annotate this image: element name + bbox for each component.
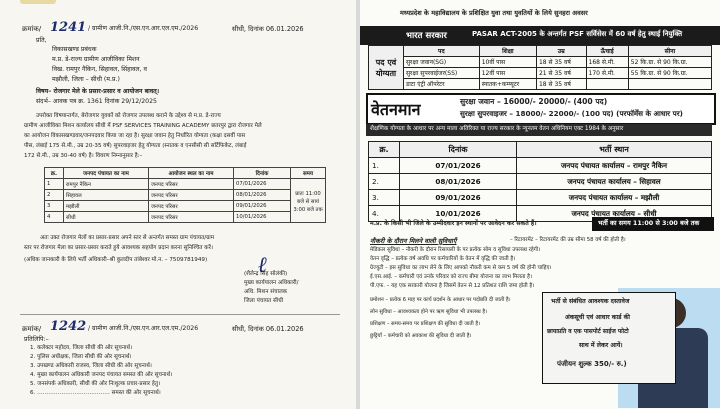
table-header: समय: [291, 168, 326, 179]
doc-line: अंकसूची एवं आधार कार्ड की: [565, 314, 630, 321]
after-table-line-2: स्तर पर रोजगार मेला का प्रसार-प्रसार कराते हुये आवश्यक सहयोग प्रदान करना सुनिश्चित करें।: [24, 245, 213, 251]
table-cell: जनपद पंचायत कार्यालय – सिहावल: [517, 174, 712, 190]
table-cell: डाटा एंट्री ऑपरेटर: [404, 79, 480, 90]
facilities-title: नौकरी के दौरान मिलने वाली सुविधाएँ: [370, 237, 457, 245]
post-qualification-table: [368, 45, 712, 90]
recruitment-time-box: [592, 217, 714, 231]
table-cell: जनपद पंचायत कार्यालय – रामपुर नैकिन: [517, 158, 712, 174]
salary-box: [366, 93, 716, 125]
table-cell: 3.: [369, 190, 400, 206]
table-cell: मझौली: [64, 201, 149, 212]
table-row: [45, 179, 326, 190]
letterhead-emblem: [20, 0, 56, 4]
copy-line: 5. जनसंपर्क अधिकारी, सीधी की ओर निःशुल्क प्रचार-प्रसार हेतु।: [30, 381, 161, 387]
table-cell: 52 कि.ग्रा. से 90 कि.ग्रा.: [628, 57, 711, 68]
table-cell: जनपद परिसर: [149, 201, 234, 212]
info-bar: [366, 124, 712, 136]
table-cell: 12वीं पास: [479, 68, 536, 79]
table-row: [45, 212, 326, 223]
table-cell: सुरक्षा सुपरवाईजर(SS): [404, 68, 480, 79]
table-cell: सिहावल: [64, 190, 149, 201]
copy-line: 3. उपखण्ड अधिकारी राजस्व, जिला सीधी की ओर सूचनार्थ।: [30, 363, 152, 369]
table-cell: जनपद पंचायत कार्यालय – सीधी: [517, 206, 712, 222]
reference-line: संदर्भ– आवक पत्र क्र. 1361 दिनांक 29/12/2025: [36, 98, 157, 105]
table-row: [369, 158, 712, 174]
table-header: दिनांक: [400, 142, 517, 158]
documents-box: [542, 292, 676, 384]
facility-line: ग्रेज्युटी – इस सुविधा का लाभ लेने के लिए आपको नौकरी कम से कम 5 वर्ष की होनी चाहिए।: [370, 265, 552, 271]
table-row: [369, 190, 712, 206]
table-cell: 10वीं पास: [479, 57, 536, 68]
table-cell: 4.: [369, 206, 400, 222]
table-cell: 170 से.मी.: [586, 68, 628, 79]
table-header: सीना: [628, 46, 711, 57]
table-cell: 2: [45, 190, 64, 201]
table-cell: 2.: [369, 174, 400, 190]
info-bar-text: शैक्षणिक योग्यता के आधार पर अन्य माला अतिरिक्त या राज्य सरकार के न्यूनतम वेतन अधिनियम एक्ट 1984 के अनुसार: [370, 126, 624, 132]
table-header: जनपद पंचायत का नाम: [64, 168, 149, 179]
doc-line: छायाप्रति व एक पासपोर्ट साईज फोटो: [547, 328, 629, 335]
facility-line: प्रमोशन – प्रत्येक 6 माह पर कार्य प्रदर्शन के आधार पर पदोन्नति दी जाती है।: [370, 297, 511, 303]
table-cell: 4: [45, 212, 64, 223]
table-cell: 07/01/2026: [234, 179, 291, 190]
signature-line-4: जिला पंचायत सीधी: [244, 298, 284, 304]
body-line-3: का आयोजन विकासखण्डवार/जनपदवार किया जा रहा है। सुरक्षा जवान हेतु निर्धारित योग्यता (कक्षा दसवीं पास: [24, 133, 246, 139]
table-cell: 09/01/2026: [400, 190, 517, 206]
table-cell: रामपुर नैकिन: [64, 179, 149, 190]
signature-line-1: (शैलेन्द्र सिंह सोलंकी): [244, 271, 288, 277]
facility-line: ई.एस.आई. – कर्मचारी एवं उनके परिवार को राज्य बीमा योजना का लाभ मिलता है।: [370, 274, 533, 280]
table-cell: 18 से 35 वर्ष: [536, 79, 586, 90]
table-cell: 08/01/2026: [400, 174, 517, 190]
signature-line-3: अधि. मिशन संचालक: [244, 289, 288, 295]
recipient-line-2: म.प्र. डे-राज्य ग्रामीण आजीविका मिशन: [52, 56, 140, 63]
body-line-2: ग्रामीण आजीविका मिशन कार्यालय सीधी में PSF SERVICES TRAINING ACADEMY छतरपुर द्वारा रोजगार मेले: [24, 123, 262, 129]
table-cell: 10/01/2026: [234, 212, 291, 223]
table-cell: [628, 79, 711, 90]
poster-header-top: मध्यप्रदेश के महाविद्यालय के प्रशिक्षित युवा तथा युवतियों के लिये सुनहरा अवसर: [400, 9, 588, 17]
right-recruitment-poster: [360, 0, 720, 409]
table-cell: 09/01/2026: [234, 201, 291, 212]
doc-line: पंजीयन शुल्क 350/- रु.): [557, 360, 627, 368]
table-cell: 08/01/2026: [234, 190, 291, 201]
table-header: दिनांक: [234, 168, 291, 179]
table-cell: 55 कि.ग्रा. से 90 कि.ग्रा.: [628, 68, 711, 79]
copy-line: 6. ………………………………… समस्त की ओर सूचनार्थ।: [30, 390, 161, 396]
body-line-5: 172 से.मी., उम्र 30-40 वर्ष) है। विवरण निम्नानुसार है:–: [24, 153, 143, 159]
copy-label: प्रतिलिपि:–: [24, 336, 49, 343]
date-line-2: सीधी, दिनांक 06.01.2026: [232, 325, 304, 333]
time-cell: प्रातः 11:00 बजे से सायं 3:00 बजे तक: [291, 179, 326, 223]
table-cell: 21 से 35 वर्ष: [536, 68, 586, 79]
table-cell: स्नातक+कम्प्यूटर: [479, 79, 536, 90]
table-cell: 1.: [369, 158, 400, 174]
table-cell: जनपद पंचायत कार्यालय – मझौली: [517, 190, 712, 206]
post-label: पद एवं योग्यता: [369, 46, 404, 90]
copy-line: 2. पुलिस अधीक्षक, जिला सीधी की ओर सूचनार्थ।: [30, 354, 132, 360]
table-header: आयोजन स्थल का नाम: [149, 168, 234, 179]
to-label: प्रति,: [36, 37, 47, 44]
table-row: [369, 174, 712, 190]
table-cell: 1: [45, 179, 64, 190]
table-row: [369, 57, 712, 68]
table-row: [45, 190, 326, 201]
date-line: सीधी, दिनांक 06.01.2026: [232, 25, 304, 33]
table-cell: जनपद परिसर: [149, 179, 234, 190]
facility-line: वेतन वृद्धि – प्रत्येक वर्ष अवधि पर कर्मचारियों के वेतन में वृद्धि की जाती है।: [370, 256, 516, 262]
table-header: पद: [404, 46, 480, 57]
mp-eligibility-line: म.प्र. के किसी भी जिले के उम्मीदवार इन स्थानों पर आवेदन कर सकते हैं।: [370, 220, 537, 227]
recipient-line-3: विख. रामपुर नैकिन, सिहावल, सिंहावल, व: [52, 66, 147, 73]
facility-line: मेडिकल सुविधा – नौकरी के दौरान रिसायली के पर प्रत्येक सोम व सुविधा उपलब्ध रहेगी।: [370, 247, 541, 253]
table-cell: 10/01/2026: [400, 206, 517, 222]
table-cell: [586, 79, 628, 90]
facility-line: पी.एफ. – यह एक सरकारी योजना है जिसमें वेतन से 12 प्रतिशत राशि जमा होती है।: [370, 283, 535, 289]
table-cell: 18 से 35 वर्ष: [536, 57, 586, 68]
table-cell: 07/01/2026: [400, 158, 517, 174]
facility-line: प्रशिक्षण – समय-समय पर प्रशिक्षण की सुविधा दी जाती है।: [370, 321, 481, 327]
signature-line-2: मुख्य कार्यपालन अधिकारी/: [244, 280, 299, 286]
act-banner: [360, 26, 720, 45]
table-cell: 168 से.मी.: [586, 57, 628, 68]
table-row: [369, 79, 712, 90]
table-cell: जनपद परिसर: [149, 212, 234, 223]
schedule-table: [44, 167, 326, 223]
table-header: ऊँचाई: [586, 46, 628, 57]
copy-line: 4. मुख्य कार्यपालन अधिकारी जनपद पंचायत समस्त की ओर सूचनार्थ।: [30, 372, 173, 378]
table-header: भर्ती स्थान: [517, 142, 712, 158]
table-cell: जनपद परिसर: [149, 190, 234, 201]
table-row: [369, 68, 712, 79]
table-cell: सुरक्षा जवान(SG): [404, 57, 480, 68]
recipient-line-4: मझौली, जिला – सीधी (म.प्र.): [52, 76, 120, 83]
banner-right: PASAR ACT-2005 के अन्तर्गत PSF सर्विसेस में 60 वर्ष हेतु स्थाई नियुक्ति: [472, 30, 683, 38]
facility-line: छुट्टियाँ – कर्मचारी को अवकाश की सुविधा दी जाती है।: [370, 333, 472, 339]
facility-line: – रिटायरमेंट – रिटायरमेंट की उम्र सीमा 58 वर्ष की होती है।: [510, 237, 626, 243]
table-header: क्र.: [45, 168, 64, 179]
salary-label: वेतनमान: [371, 100, 421, 119]
ref-number-handwritten: 1241: [50, 20, 87, 35]
body-line-4: पीस, लंबाई 175 से.मी., उम्र 20-35 वर्ष) सुपरवाइजर हेतु योग्यता (स्नातक व एनसीसी सी सर्टिफिकेट, लंबाई: [24, 143, 247, 149]
left-letter-page: क्रमांक/ 1241 / ग्रामीण आजी.नि./एस.एन.आर.एल.एम./2026 सीधी, दिनांक 06.01.2026 प्रति, विकासखण्ड प्रबंधक म.प्र. डे-राज्य ग्रामीण आजीविका मिशन विख. रामपुर नैकिन, सिहावल, सिंहावल, व मझौली, जिला – सीधी (म.प्र.) विषय– रोजगार मेले के प्रसार-प्रसार व आयोजन बावत्। संदर्भ– आवक पत्र क्र. 1361 दिनांक 29/12/2025 उपरोक्त विषयान्तर्गत, बेरोजगार युवकों को रोजगार उपलब्ध कराने के उद्देश्य से म.प्र. डे-राज्य ग्रामीण आजीविका मिशन कार्यालय सीधी में PSF SERVICES TRAINING ACADEMY छतरपुर द्वारा रोजगार मेले का आयोजन विकासखण्डवार/जनपदवार किया जा रहा है। सुरक्षा जवान हेतु निर्धारित योग्यता (कक्षा दसवीं पास पीस, लंबाई 175 से.मी., उम्र 20-35 वर्ष) सुपरवाइजर हेतु योग्यता (स्नातक व एनसीसी सी सर्टिफिकेट, लंबाई 172 से.मी., उम्र 30-40 वर्ष) है। विवरण निम्नानुसार है:– क्र. जनपद पंचायत का नाम आयोजन स्थल का नाम दिनांक समय 1 रामपुर नैकिन जनपद परिसर 07/01/2026 प्रातः 11:00 बजे से सायं 3:00 बजे तक 2 सिहावल जनपद परिसर 08/01/2026 3 मझौली जनपद परिसर 09/01/2026 4 सीधी जनपद परिसर 10/01/2026 अतः उक्त रोजगार मेलों का प्रसार-प्रसार अपने स्तर से अन्तर्गत समस्त ग्राम पंचायत/ग्राम स्तर पर रोजगार मेला का प्रसार-प्रसार कराते हुये आवश्यक सहयोग प्रदान करना सुनिश्चित करें। (अधिक जानकारी के लिये भर्ती अधिकारी–श्री कुलदीप तांबेश्वर मो.न. – 7509781949) ℓ (शैलेन्द्र सिंह सोलंकी) मुख्य कार्यपालन अधिकारी/ अधि. मिशन संचालक जिला पंचायत सीधी क्रमांक/ 1242 / ग्रामीण आजी.नि./एस.एन.आर.एल.एम./2026 सीधी, दिनांक 06.01.2026 प्रतिलिपि:– 1. कलेक्टर महोदय, जिला सीधी की ओर सूचनार्थ। 2. पुलिस अधीक्षक, जिला सीधी की ओर सूचनार्थ। 3. उपखण्ड अधिकारी राजस्व, जिला सीधी की ओर सूचनार्थ। 4. मुख्य कार्यपालन अधिकारी जनपद पंचायत समस्त की ओर सूचनार्थ। 5. जनसंपर्क अधिकारी, सीधी की ओर निःशुल्क प्रचार-प्रसार हेतु। 6. ………………………………… समस्त की ओर सूचनार्थ।: [0, 0, 356, 409]
office-ref: / ग्रामीण आजी.नि./एस.एन.आर.एल.एम./2026: [88, 25, 199, 32]
table-cell: सीधी: [64, 212, 149, 223]
table-header: शिक्षा: [479, 46, 536, 57]
after-table-line-1: अतः उक्त रोजगार मेलों का प्रसार-प्रसार अपने स्तर से अन्तर्गत समस्त ग्राम पंचायत/ग्राम: [40, 235, 215, 241]
after-table-line-3: (अधिक जानकारी के लिये भर्ती अधिकारी–श्री कुलदीप तांबेश्वर मो.न. – 7509781949): [24, 257, 208, 263]
doc-line: भर्ती से संबंधित आवश्यक दस्तावेज: [551, 298, 630, 305]
recruitment-time-text: भर्ती का समय 11:00 से 3:00 बजे तक: [598, 219, 700, 227]
office-ref-2: / ग्रामीण आजी.नि./एस.एन.आर.एल.एम./2026: [88, 325, 199, 332]
recruitment-venue-table: [368, 141, 712, 222]
salary-line-2: सुरक्षा सुपरवाइजर – 18000/- 22000/- (100 पद) (परफॉर्मेंस के आधार पर): [460, 109, 683, 118]
subject-line: विषय– रोजगार मेले के प्रसार-प्रसार व आयोजन बावत्।: [36, 88, 160, 95]
table-header: क्र.: [369, 142, 400, 158]
salary-line-1: सुरक्षा जवान – 16000/- 20000/- (400 पद): [460, 97, 608, 106]
body-line-1: उपरोक्त विषयान्तर्गत, बेरोजगार युवकों को रोजगार उपलब्ध कराने के उद्देश्य से म.प्र. डे-राज्य: [36, 113, 221, 119]
facility-line: लोन सुविधा – आवश्यकता होने पर ऋण सुविधा भी उपलब्ध है।: [370, 309, 488, 315]
doc-line: साथ में लेकर आयें।: [579, 342, 623, 349]
table-row: [45, 201, 326, 212]
banner-left: भारत सरकार: [406, 31, 447, 41]
ref-number-handwritten-2: 1242: [50, 319, 87, 334]
table-header: उम्र: [536, 46, 586, 57]
signature-mark: ℓ: [258, 252, 268, 278]
copy-line: 1. कलेक्टर महोदय, जिला सीधी की ओर सूचनार्थ।: [30, 345, 133, 351]
recipient-line-1: विकासखण्ड प्रबंधक: [52, 46, 97, 53]
table-cell: 3: [45, 201, 64, 212]
